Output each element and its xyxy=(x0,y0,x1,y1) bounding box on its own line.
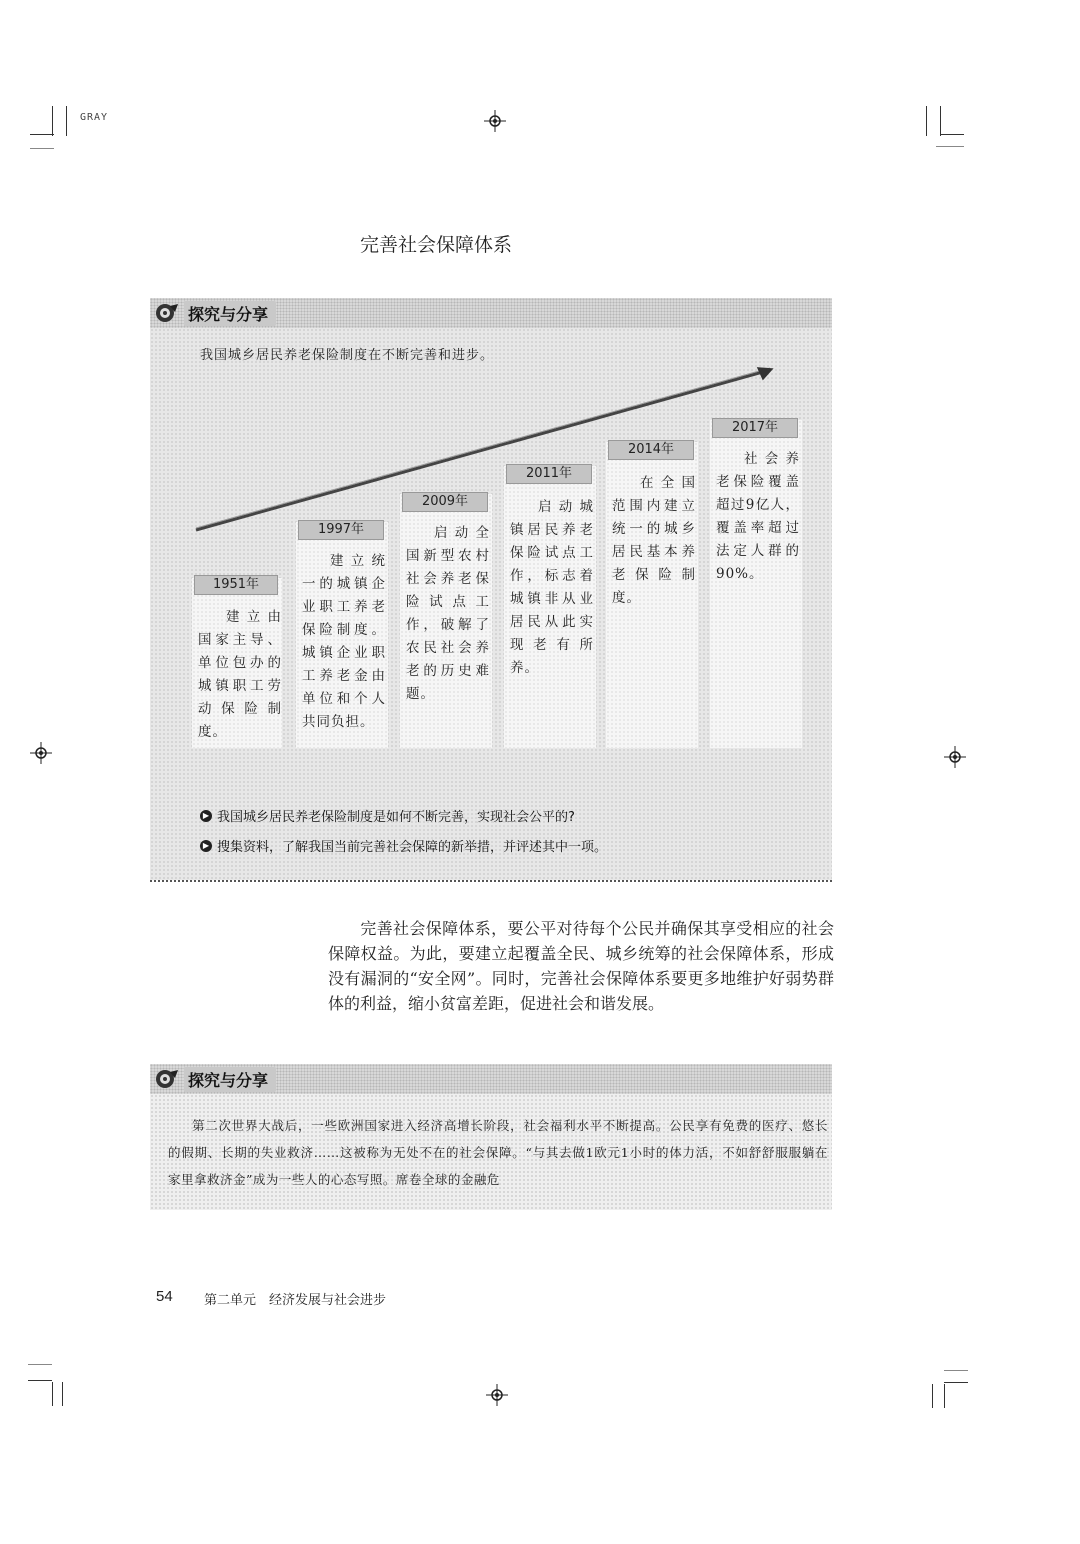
question-item xyxy=(200,836,607,855)
year-tag: 2011年 xyxy=(506,464,592,484)
step-text: 建立统一的城镇企业职工养老保险制度。城镇企业职工养老金由单位和个人共同负担。 xyxy=(302,553,386,730)
registration-mark-icon xyxy=(944,746,966,768)
crop-mark xyxy=(52,106,53,136)
question-text: 搜集资料，了解我国当前完善社会保障的新举措，并评述其中一项。 xyxy=(217,840,608,855)
explore-share-icon xyxy=(154,302,180,324)
page-title: 完善社会保障体系 xyxy=(360,234,513,256)
crop-mark xyxy=(30,148,54,149)
crop-mark xyxy=(944,1370,968,1371)
crop-mark xyxy=(936,146,964,147)
section-header-badge xyxy=(154,1067,374,1091)
section-divider xyxy=(150,880,832,882)
body-paragraph-text: 完善社会保障体系，要公平对待每个公民并确保其享受相应的社会保障权益。为此，要建立起覆盖全民、城乡统筹的社会保障体系，形成没有漏洞的“安全网”。同时，完善社会保障体系要更多地维护好弱势群体的利益，缩小贫富差距，促进社会和谐发展。 xyxy=(328,919,834,1013)
section-header-badge xyxy=(154,301,374,325)
section-header-bar xyxy=(150,1064,832,1094)
section2-text: 第二次世界大战后，一些欧洲国家进入经济高增长阶段，社会福利水平不断提高。公民享有免费的医疗、悠长的假期、长期的失业救济……这被称为无处不在的社会保障。“与其去做1欧元1小时的体力活，不如舒舒服服躺在家里拿救济金”成为一些人的心态写照。席卷全球的金融危 xyxy=(168,1118,828,1187)
triangle-bullet-icon: ▶ xyxy=(200,810,212,822)
crop-mark xyxy=(944,1382,968,1383)
crop-mark xyxy=(926,106,927,136)
year-tag: 2009年 xyxy=(402,492,488,512)
question-item xyxy=(200,806,575,825)
body-paragraph xyxy=(328,916,834,1016)
year-tag: 2014年 xyxy=(608,440,694,460)
section-header-label: 探究与分享 xyxy=(184,1067,276,1092)
explore-share-icon xyxy=(154,1068,180,1090)
registration-mark-icon xyxy=(30,742,52,764)
step-text: 启动城镇居民养老保险试点工作，标志着城镇非从业居民从此实现老有所养。 xyxy=(510,499,594,676)
crop-mark xyxy=(940,134,964,135)
crop-mark xyxy=(30,134,54,135)
crop-mark xyxy=(52,1382,53,1406)
year-tag: 1997年 xyxy=(298,520,384,540)
crop-mark xyxy=(28,1364,52,1365)
running-footer: 第二单元 经济发展与社会进步 xyxy=(204,1293,387,1308)
page-number: 54 xyxy=(156,1288,173,1305)
step-text: 社会养老保险覆盖超过9亿人，覆盖率超过法定人群的90%。 xyxy=(716,451,800,582)
registration-mark-icon xyxy=(486,1384,508,1406)
crop-mark xyxy=(932,1384,933,1408)
gray-label: GRAY xyxy=(80,112,109,123)
crop-mark xyxy=(66,106,67,136)
crop-mark xyxy=(940,106,941,136)
registration-mark-icon xyxy=(484,110,506,132)
step-text: 建立由国家主导、单位包办的城镇职工劳动保险制度。 xyxy=(198,609,282,740)
year-tag: 1951年 xyxy=(194,575,278,595)
crop-mark xyxy=(944,1384,945,1408)
crop-mark xyxy=(62,1382,63,1406)
intro-text: 我国城乡居民养老保险制度在不断完善和进步。 xyxy=(200,348,495,363)
step-text: 启动全国新型农村社会养老保险试点工作，破解了农民社会养老的历史难题。 xyxy=(406,525,490,702)
section-header-label: 探究与分享 xyxy=(184,301,276,326)
question-text: 我国城乡居民养老保险制度是如何不断完善，实现社会公平的? xyxy=(217,810,575,825)
section-header-bar xyxy=(150,298,832,328)
step-text: 在全国范围内建立统一的城乡居民基本养老保险制度。 xyxy=(612,475,696,606)
year-tag: 2017年 xyxy=(712,418,798,438)
crop-mark xyxy=(28,1380,52,1381)
triangle-bullet-icon: ▶ xyxy=(200,840,212,852)
